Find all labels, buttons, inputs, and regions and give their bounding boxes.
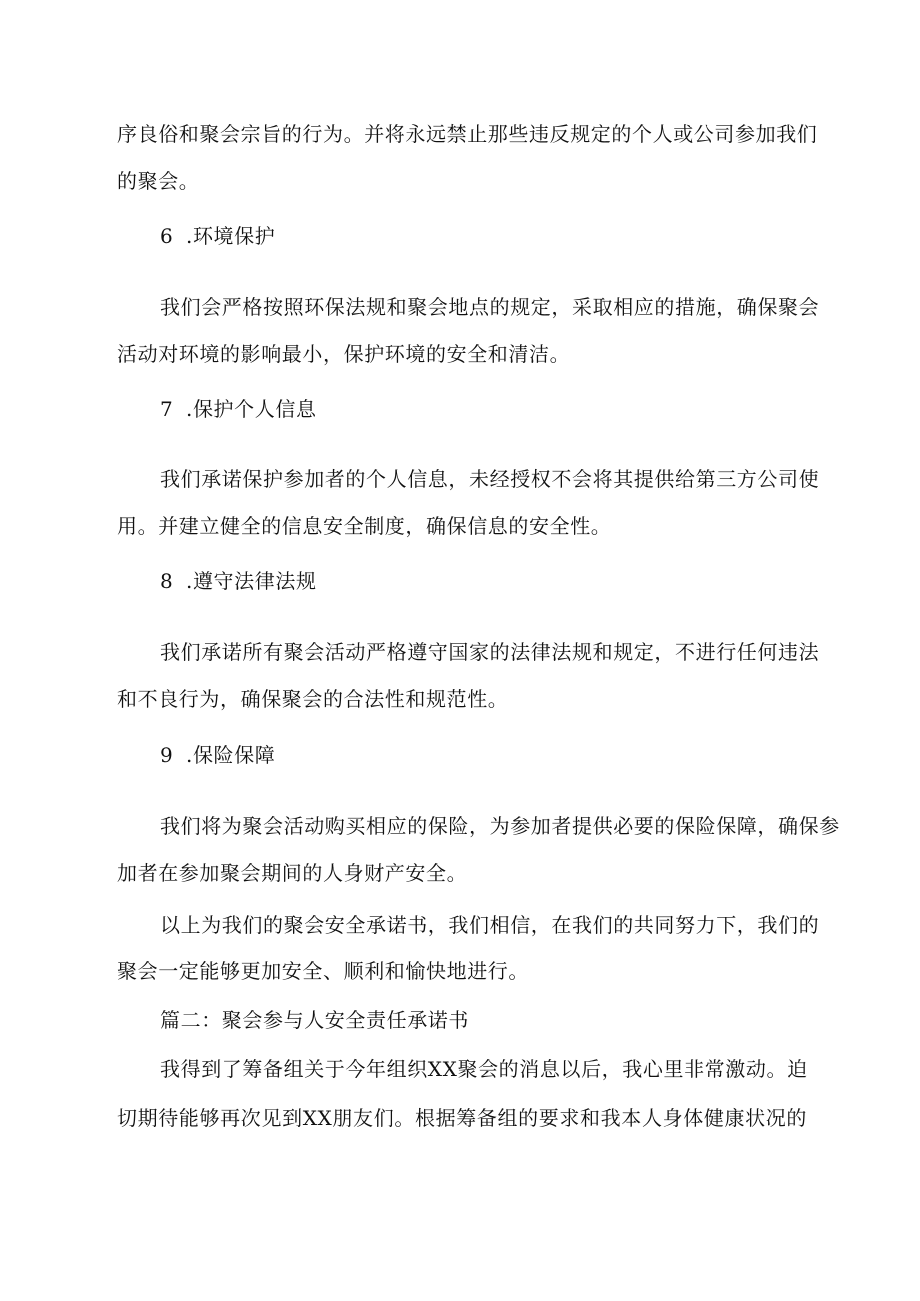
paragraph-line: 切期待能够再次见到XX朋友们。根据筹备组的要求和我本人身体健康状况的 [117,1106,807,1130]
paragraph-line: 活动对环境的影响最小，保护环境的安全和清洁。 [117,342,571,366]
heading-number: 7 [160,397,174,421]
heading-personal-info [160,395,807,423]
heading-environment [160,222,807,250]
heading-number: 9 [160,743,174,767]
paragraph-line: 我们承诺所有聚会活动严格遵守国家的法律法规和规定，不进行任何违法 [160,640,820,664]
heading-number: 8 [160,569,174,593]
paragraph-line: 我们将为聚会活动购买相应的保险，为参加者提供必要的保险保障，确保参 [160,814,840,838]
heading-insurance [160,741,807,769]
paragraph-line: 和不良行为，确保聚会的合法性和规范性。 [117,687,509,711]
heading-title: .保险保障 [186,743,276,767]
paragraph-line: 我们会严格按照环保法规和聚会地点的规定，采取相应的措施，确保聚会 [160,295,820,319]
paragraph-line: 我们承诺保护参加者的个人信息，未经授权不会将其提供给第三方公司使 [160,467,820,491]
heading-title: .环境保护 [186,224,276,248]
paragraph-line: 的聚会。 [117,169,200,193]
paragraph-line: 以上为我们的聚会安全承诺书，我们相信，在我们的共同努力下，我们的 [160,913,820,937]
section-title: 篇二：聚会参与人安全责任承诺书 [160,1008,469,1032]
paragraph-line: 序良俗和聚会宗旨的行为。并将永远禁止那些违反规定的个人或公司参加我们 [117,122,818,146]
paragraph-line: 聚会一定能够更加安全、顺利和愉快地进行。 [117,959,529,983]
heading-law-compliance [160,567,807,595]
paragraph-line: 用。并建立健全的信息安全制度，确保信息的安全性。 [117,514,612,538]
heading-title: .遵守法律法规 [186,569,317,593]
heading-number: 6 [160,224,174,248]
paragraph-line: 我得到了筹备组关于今年组织XX聚会的消息以后，我心里非常激动。迫 [160,1057,808,1081]
heading-title: .保护个人信息 [186,397,317,421]
paragraph-line: 加者在参加聚会期间的人身财产安全。 [117,861,468,885]
